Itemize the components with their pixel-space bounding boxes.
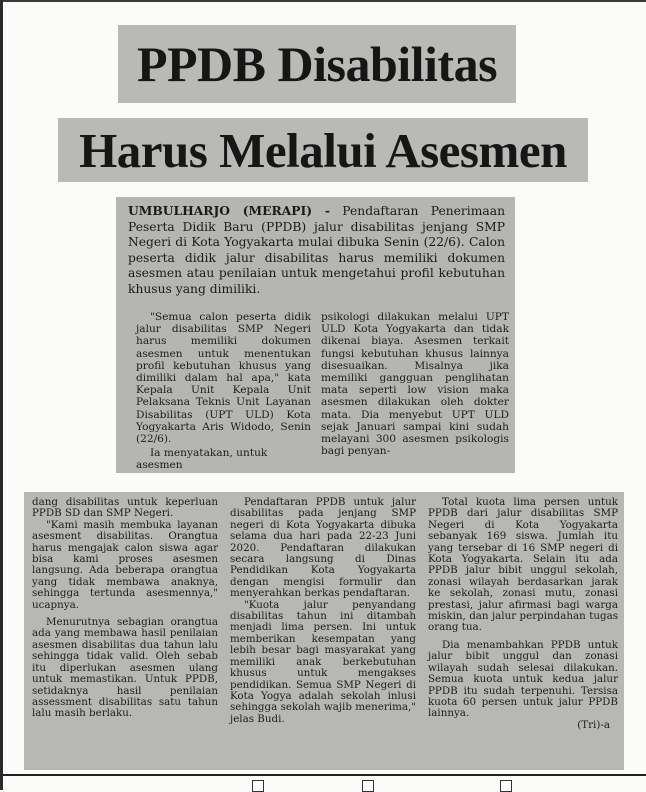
checkbox-icon bbox=[362, 780, 374, 792]
upper-right-column bbox=[315, 307, 515, 473]
left-edge bbox=[0, 0, 3, 790]
signoff: (Tri)-a bbox=[577, 718, 610, 731]
upper-left-paragraph-2: Ia menyatakan, untuk asesmen bbox=[136, 447, 268, 472]
headline-line-2: Harus Melalui Asesmen bbox=[58, 118, 588, 182]
lead-text: Pendaftaran Penerimaan Peserta Didik Baru (PPDB) jalur disabilitas jenjang SMP Negeri di Kota Yogyakarta mulai dibuka Senin (22/6). Calon peserta didik jalur disabilitas harus memiliki dokumen asesmen atau penilaian untuk mengetahui profil kebutuhan khusus yang dimiliki. bbox=[128, 204, 505, 296]
col3-paragraph-2: Dia menambahkan PPDB untuk jalur bibit unggul dan zonasi wilayah sudah selesai dilakukan. Semua kuota untuk kedua jalur PPDB itu sudah terpenuhi. Tersisa kuota 60 persen untuk jalur PPDB lainnya. bbox=[428, 638, 618, 720]
lead-paragraph bbox=[116, 197, 515, 307]
bottom-column-2 bbox=[222, 492, 420, 770]
top-edge bbox=[0, 0, 646, 2]
upper-left-paragraph-1: "Semua calon peserta didik jalur disabilitas SMP Negeri harus memiliki dokumen asesmen untuk menentukan profil kebutuhan khusus yang dimiliki dalam hal apa," kata Kepala Unit Kepala Unit Pelaksana Teknis Unit Layanan Disabilitas (UPT ULD) Kota Yogyakarta Aris Widodo, Senin (22/6). bbox=[136, 311, 311, 446]
footer-checkbox-1 bbox=[252, 780, 268, 792]
col2-paragraph-1: Pendaftaran PPDB untuk jalur disabilitas pada jenjang SMP negeri di Kota Yogyakarta dibuka selama dua hari pada 22-23 Juni 2020. Pendaftaran dilakukan secara langsung di Dinas Pendidikan Kota Yogyakarta dengan mengisi formulir dan menyerahkan berkas pendaftaran. bbox=[230, 496, 416, 600]
col1-paragraph-2: "Kami masih membuka layanan asesment disabilitas. Orangtua harus mengajak calon siswa agar bisa kami proses asesmen langsung. Ada beberapa orangtua yang tidak membawa anaknya, sehingga tertunda asesmennya," ucapnya. bbox=[32, 518, 218, 611]
col3-paragraph-1: Total kuota lima persen untuk PPDB dari jalur disabilitas SMP Negeri di Kota Yogyakarta sebanyak 169 siswa. Jumlah itu yang tersebar di 16 SMP negeri di Kota Yogyakarta. Selain itu ada PPDB jalur bibit unggul sekolah, zonasi wilayah berdasarkan jarak ke sekolah, zonasi mutu, zonasi prestasi, jalur afirmasi bagi warga miskin, dan jalur perpindahan tugas orang tua. bbox=[428, 496, 618, 634]
footer-checkbox-3 bbox=[500, 780, 516, 792]
bottom-column-1 bbox=[24, 492, 222, 770]
col1-paragraph-3: Menurutnya sebagian orangtua ada yang membawa hasil penilaian asesmen disabilitas dua tahun lalu sehingga tidak valid. Oleh sebab itu diperlukan asesmen ulang untuk memastikan. Untuk PPDB, setidaknya hasil penilaian assessment disabilitas satu tahun lalu masih berlaku. bbox=[32, 616, 218, 720]
checkbox-icon bbox=[252, 780, 264, 792]
footer-rule bbox=[3, 774, 646, 776]
bottom-column-3 bbox=[420, 492, 624, 770]
footer-checkbox-2 bbox=[362, 780, 378, 792]
upper-left-column bbox=[116, 307, 315, 473]
dateline: UMBULHARJO (MERAPI) - bbox=[128, 203, 330, 218]
headline-line-1: PPDB Disabilitas bbox=[118, 25, 516, 103]
checkbox-icon bbox=[500, 780, 512, 792]
upper-right-paragraph: psikologi dilakukan melalui UPT ULD Kota Yogyakarta dan tidak dikenai biaya. Asesmen terkait fungsi kebutuhan khusus lainnya disesuaikan. Misalnya jika memiliki gangguan penglihatan mata seperti low vision maka asesmen dilakukan oleh dokter mata. Dia menyebut UPT ULD sejak Januari sampai kini sudah melayani 300 asesmen psikologis bagi penyan- bbox=[321, 311, 509, 458]
col2-paragraph-2: "Kuota jalur penyandang disabilitas tahun ini ditambah menjadi lima persen. Ini untuk memberikan kesempatan yang lebih besar bagi masyarakat yang memiliki anak berkebutuhan khusus untuk mengakses pendidikan. Semua SMP Negeri di Kota Yogya adalah sekolah inlusi sehingga sekolah wajib menerima," jelas Budi. bbox=[230, 598, 416, 725]
col1-paragraph-1: dang disabilitas untuk keperluan PPDB SD dan SMP Negeri. bbox=[32, 496, 218, 520]
